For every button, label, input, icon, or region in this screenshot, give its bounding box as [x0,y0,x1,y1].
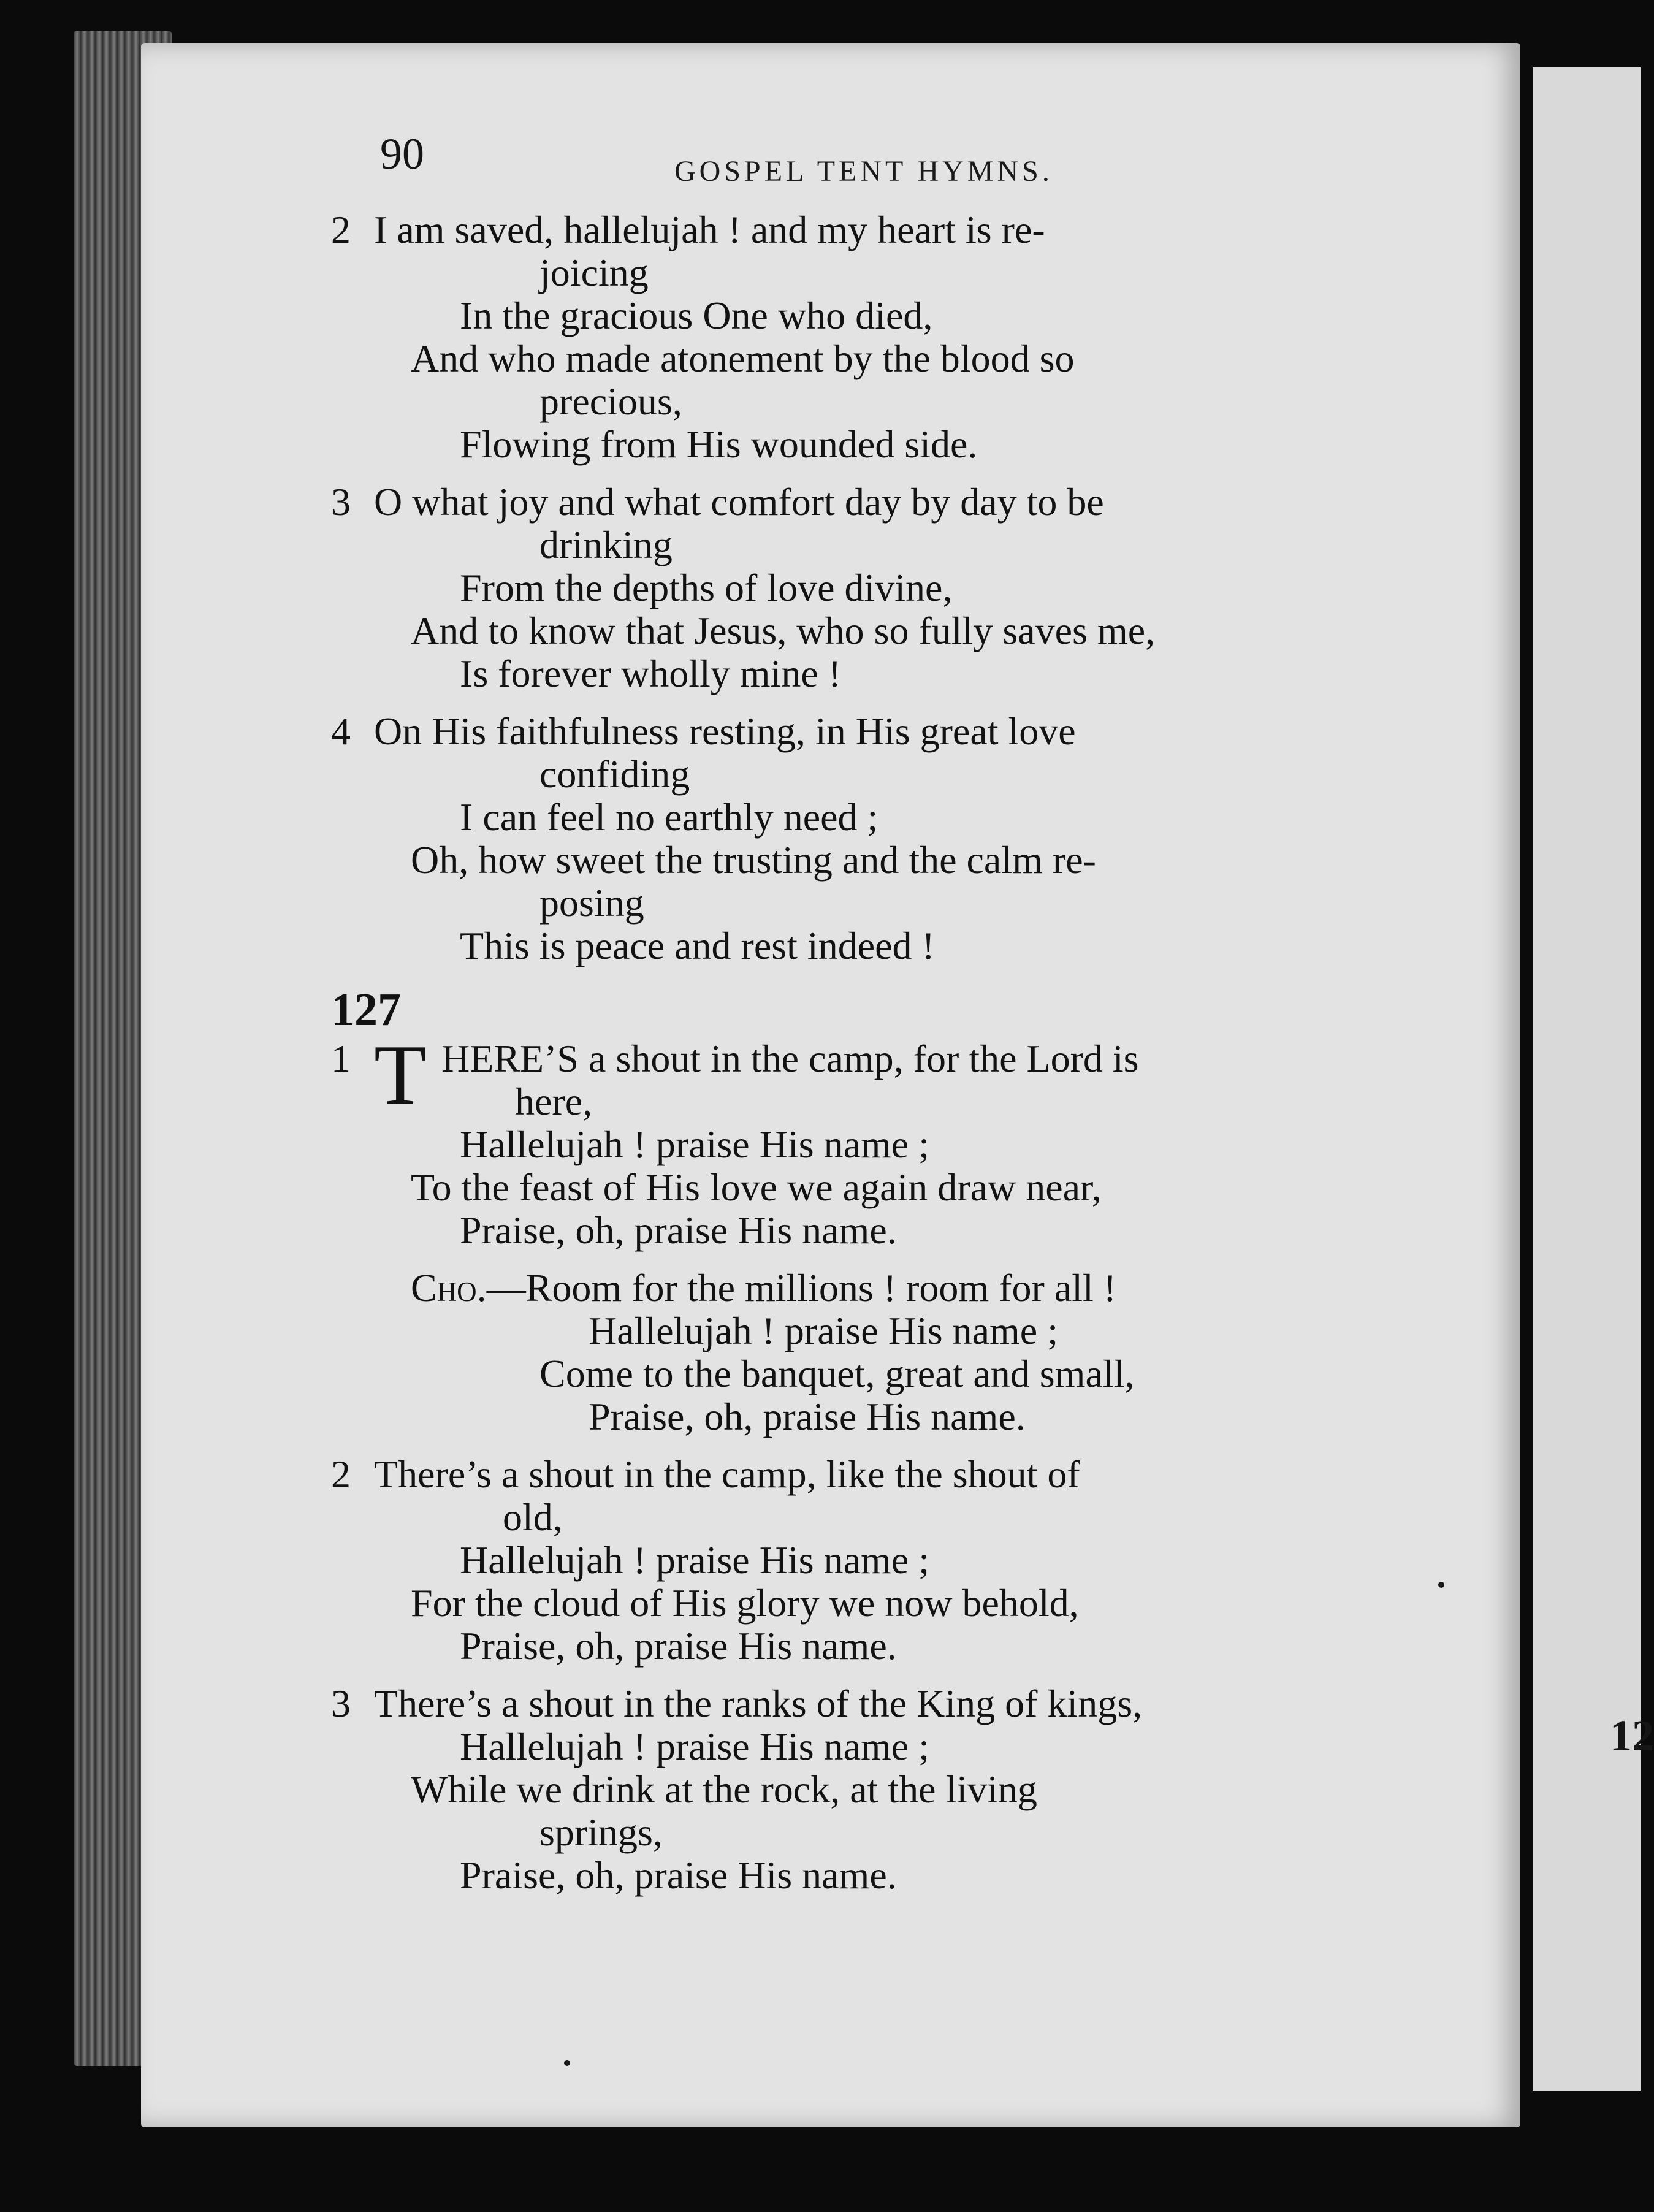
verse-line: While we drink at the rock, at the living [411,1768,1037,1811]
hymn-127-verse-3 [331,1682,1410,1897]
verse-line [331,1453,1410,1496]
verse-line: Praise, oh, praise His name. [460,1208,897,1252]
hymn-text [331,208,1410,1912]
running-title: GOSPEL TENT HYMNS. [674,155,1053,188]
verse-line: Oh, how sweet the trusting and the calm re- [411,838,1096,882]
verse-line: precious, [539,379,682,423]
hymn-126-verse-4 [331,710,1410,967]
verse-line: confiding [539,752,690,796]
verse-line-text: HERE’S a shout in the camp, for the Lord is [441,1037,1139,1080]
verse-line: joicing [539,251,649,294]
hymn-127-verse-2 [331,1453,1410,1668]
verse-line: For the cloud of His glory we now behold, [411,1581,1079,1625]
verse-line: In the gracious One who died, [460,294,933,337]
hymn-127-verse-1 [331,1028,1410,1252]
verse-line: Flowing from His wounded side. [460,422,978,466]
print-speck [564,2060,570,2066]
verse-line [331,481,1410,524]
verse-line-text: On His faithfulness resting, in His great love [374,709,1076,753]
verse-line: Hallelujah ! praise His name ; [460,1538,929,1582]
print-speck [1438,1582,1444,1588]
verse-line: From the depths of love divine, [460,566,953,609]
facing-page-edge [1533,67,1641,2091]
verse-line: Hallelujah ! praise His name ; [460,1123,929,1166]
chorus-line-text: —Room for the millions ! room for all ! [486,1266,1117,1310]
verse-line-text: There’s a shout in the ranks of the King of kings, [374,1682,1143,1725]
verse-line [331,1682,1410,1725]
hymn-number: 127 [331,984,401,1035]
verse-line: I can feel no earthly need ; [460,795,878,839]
chorus-line: Come to the banquet, great and small, [539,1352,1135,1395]
verse-number: 2 [331,1452,351,1496]
verse-line: And to know that Jesus, who so fully saves me, [411,609,1156,652]
chorus-label: Cho. [411,1266,487,1310]
verse-line: Hallelujah ! praise His name ; [460,1725,929,1768]
verse-number: 2 [331,208,351,251]
page-header [380,129,1422,202]
chorus-line [331,1267,1410,1310]
verse-line-text: There’s a shout in the camp, like the shout of [374,1452,1080,1496]
verse-number: 3 [331,1682,351,1725]
verse-line: here, [515,1080,593,1123]
verse-number: 3 [331,480,351,524]
verse-line: Praise, oh, praise His name. [460,1853,897,1897]
drop-cap: T [374,1028,427,1123]
verse-line: Praise, oh, praise His name. [460,1624,897,1668]
verse-line: posing [539,881,644,925]
verse-line: To the feast of His love we again draw near, [411,1165,1102,1209]
facing-page-number-fragment: 12 [1610,1711,1654,1760]
hymn-126-verse-2 [331,208,1410,466]
page-number: 90 [380,129,424,178]
chorus [331,1267,1410,1438]
verse-line: old, [503,1495,563,1539]
verse-number: 1 [331,1037,351,1080]
hymn-126-verse-3 [331,481,1410,695]
verse-line-text: I am saved, hallelujah ! and my heart is re- [374,208,1045,251]
chorus-line: Hallelujah ! praise His name ; [589,1309,1058,1352]
verse-line: drinking [539,523,673,566]
verse-number: 4 [331,709,351,753]
verse-line: Is forever wholly mine ! [460,652,842,695]
verse-line: And who made atonement by the blood so [411,337,1075,380]
verse-line: springs, [539,1810,663,1854]
verse-line [331,710,1410,753]
verse-line: This is peace and rest indeed ! [460,924,935,967]
verse-line [331,208,1410,251]
chorus-line: Praise, oh, praise His name. [589,1395,1026,1438]
verse-line-text: O what joy and what comfort day by day to be [374,480,1104,524]
verse-line [331,1028,1410,1123]
